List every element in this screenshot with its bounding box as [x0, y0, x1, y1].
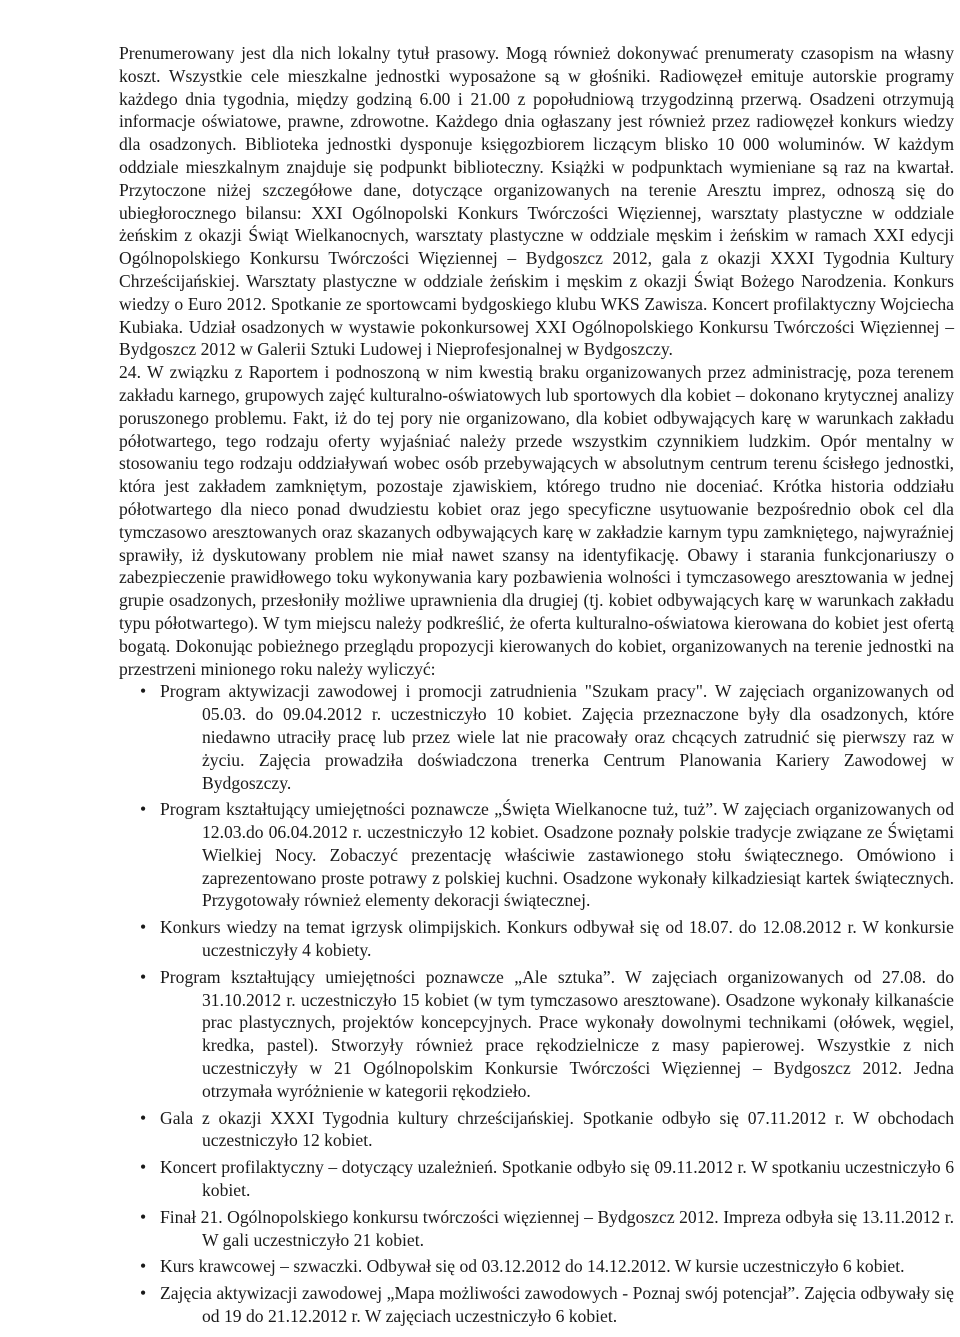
- list-item-text: Program kształtujący umiejętności poznawcze „Ale sztuka”. W zajęciach organizowanych od 27.08. do 31.10.2012 r. uczestniczyło 15 kobiet (w tym tymczasowo aresztowane). Osadzone wykonały kilkanaście prac plastycznych, projektów koncepcyjnych. Prace wykonały dowolnymi technikami (ołówek, węgiel, kredka, pastel). Stworzyły również prace rękodzielnicze z masy papierowej. Wszystkie z nich uczestniczyły w 21 Ogólnopolskim Konkursie Twórczości Więziennej – Bydgoszcz 2012. Jedna otrzymała wyróżnienie w kategorii rękodzieło.: [160, 966, 954, 1101]
- list-item-text: Koncert profilaktyczny – dotyczący uzależnień. Spotkanie odbyło się 09.11.2012 r. W spotkaniu uczestniczyło 6 kobiet.: [160, 1157, 954, 1201]
- activities-list: [119, 680, 954, 1328]
- list-item: [119, 1107, 954, 1153]
- list-item: [119, 1255, 954, 1278]
- bullet-icon: •: [140, 1206, 147, 1227]
- list-item-text: Kurs krawcowej – szwaczki. Odbywał się od 03.12.2012 do 14.12.2012. W kursie uczestniczyło 6 kobiet.: [160, 1256, 905, 1277]
- paragraph-prenumerata: Prenumerowany jest dla nich lokalny tytuł prasowy. Mogą również dokonywać prenumeraty czasopism na własny koszt. Wszystkie cele mieszkalne jednostki wyposażone są w głośniki. Radiowęzeł emituje autorskie programy każdego dnia tygodnia, między godziną 6.00 i 21.00 z popołudniową trzygodzinną przerwą. Osadzeni otrzymują informacje oświatowe, prawne, zdrowotne. Każdego dnia ogłaszany jest również przez radiowęzeł konkurs wiedzy dla osadzonych. Biblioteka jednostki dysponuje księgozbiorem liczącym blisko 10 000 woluminów. W każdym oddziale mieszkalnym znajduje się podpunkt biblioteczny. Książki w podpunktach wymieniane są raz na kwartał. Przytoczone niżej szczegółowe dane, dotyczące organizowanych na terenie Aresztu imprez, odnoszą się do ubiegłorocznego bilansu: XXI Ogólnopolski Konkurs Twórczości Więziennej, warsztaty plastyczne w oddziale żeńskim z okazji Świąt Wielkanocnych, warsztaty plastyczne w oddziale męskim i żeńskim w ramach XXI edycji Ogólnopolskiego Konkursu Twórczości Więziennej – Bydgoszcz 2012, gala z okazji XXXI Tygodnia Kultury Chrześcijańskiej. Warsztaty plastyczne w oddziale żeńskim i męskim z okazji Świąt Bożego Narodzenia. Konkurs wiedzy o Euro 2012. Spotkanie ze sportowcami bydgoskiego klubu WKS Zawisza. Koncert profilaktyczny Wojciecha Kubiaka. Udział osadzonych w wystawie pokonkursowej XXI Ogólnopolskiego Konkursu Twórczości Więziennej – Bydgoszcz 2012 w Galerii Sztuki Ludowej i Nieprofesjonalnej w Bydgoszczy.: [119, 43, 954, 360]
- document-page: [119, 42, 954, 1332]
- bullet-icon: •: [140, 1107, 147, 1128]
- bullet-icon: •: [140, 966, 147, 987]
- list-item: [119, 916, 954, 962]
- list-item: [119, 1156, 954, 1202]
- list-item-text: Konkurs wiedzy na temat igrzysk olimpijskich. Konkurs odbywał się od 18.07. do 12.08.2012 r. W konkursie uczestniczyły 4 kobiety.: [160, 917, 954, 961]
- list-item-text: Program aktywizacji zawodowej i promocji zatrudnienia "Szukam pracy". W zajęciach organizowanych od 05.03. do 09.04.2012 r. uczestniczyło 10 kobiet. Zajęcia przeznaczone były dla osadzonych, które niedawno utraciły pracę lub przez wiele lat nie pracowały oraz chcących zatrudnić się pierwszy raz w życiu. Zajęcia prowadziła doświadczona trenerka Centrum Planowania Kariery Zawodowej w Bydgoszczy.: [160, 681, 954, 793]
- list-item: [119, 1282, 954, 1328]
- bullet-icon: •: [140, 917, 147, 938]
- list-item: [119, 680, 954, 794]
- bullet-icon: •: [140, 1283, 147, 1304]
- bullet-icon: •: [140, 1256, 147, 1277]
- list-item-text: Gala z okazji XXXI Tygodnia kultury chrześcijańskiej. Spotkanie odbyło się 07.11.2012 r. W obchodach uczestniczyło 12 kobiet.: [160, 1107, 954, 1151]
- list-item: [119, 1206, 954, 1252]
- bullet-icon: •: [140, 681, 147, 702]
- list-item-text: Finał 21. Ogólnopolskiego konkursu twórczości więziennej – Bydgoszcz 2012. Impreza odbyła się 13.11.2012 r. W gali uczestniczyło 21 kobiet.: [160, 1206, 954, 1250]
- list-item-text: Program kształtujący umiejętności poznawcze „Święta Wielkanocne tuż, tuż”. W zajęciach organizowanych od 12.03.do 06.04.2012 r. uczestniczyło 12 kobiet. Osadzone poznały polskie tradycje związane ze Świętami Wielkiej Nocy. Zobaczyć prezentację właściwie zastawionego stołu świątecznego. Omówiono i zaprezentowano proste potrawy z polskiej kuchni. Osadzone wykonały kilkadziesiąt kartek świątecznych. Przygotowały również elementy dekoracji świątecznej.: [160, 799, 954, 911]
- paragraph-24: 24. W związku z Raportem i podnoszoną w nim kwestią braku organizowanych przez administrację, poza terenem zakładu karnego, grupowych zajęć kulturalno-oświatowych lub sportowych dla kobiet – dokonano krytycznej analizy poruszonego problemu. Fakt, iż do tej pory nie organizowano, dla kobiet odbywających karę w warunkach zakładu półotwartego, tego rodzaju oferty wyjaśniać należy przede wszystkim czynnikiem ludzkim. Opór mentalny w stosowaniu tego rodzaju oddziaływań wobec osób przebywających w absolutnym centrum terenu ścisłego jednostki, która jest zakładem zamkniętym, pozostaje zjawiskiem, którego trudno nie doceniać. Krótka historia oddziału półotwartego dla nieco ponad dwudziestu kobiet oraz jego specyficzne usytuowanie bezpośrednio obok cel dla tymczasowo aresztowanych oraz skazanych odbywających karę w zakładzie karnym typu zamkniętego, najwyraźniej sprawiły, iż dyskutowany problem nie miał nawet szansy na identyfikację. Obawy i starania funkcjonariuszy o zabezpieczenie prawidłowego toku wykonywania kary pozbawienia wolności i tymczasowego aresztowania w jednej grupie osadzonych, przesłoniły możliwe uprawnienia dla drugiej (tj. kobiet odbywających karę w warunkach zakładu typu półotwartego). W tym miejscu należy podkreślić, że oferta kulturalno-oświatowa kierowana do kobiet jest ofertą bogatą. Dokonując pobieżnego przeglądu propozycji kierowanych do kobiet, organizowanych na terenie jednostki na przestrzeni minionego roku należy wyliczyć:: [119, 362, 954, 679]
- bullet-icon: •: [140, 799, 147, 820]
- bullet-icon: •: [140, 1157, 147, 1178]
- list-item: [119, 966, 954, 1103]
- list-item-text: Zajęcia aktywizacji zawodowej „Mapa możliwości zawodowych - Poznaj swój potencjał”. Zajęcia odbywały się od 19 do 21.12.2012 r. W zajęciach uczestniczyło 6 kobiet.: [160, 1283, 954, 1327]
- list-item: [119, 798, 954, 912]
